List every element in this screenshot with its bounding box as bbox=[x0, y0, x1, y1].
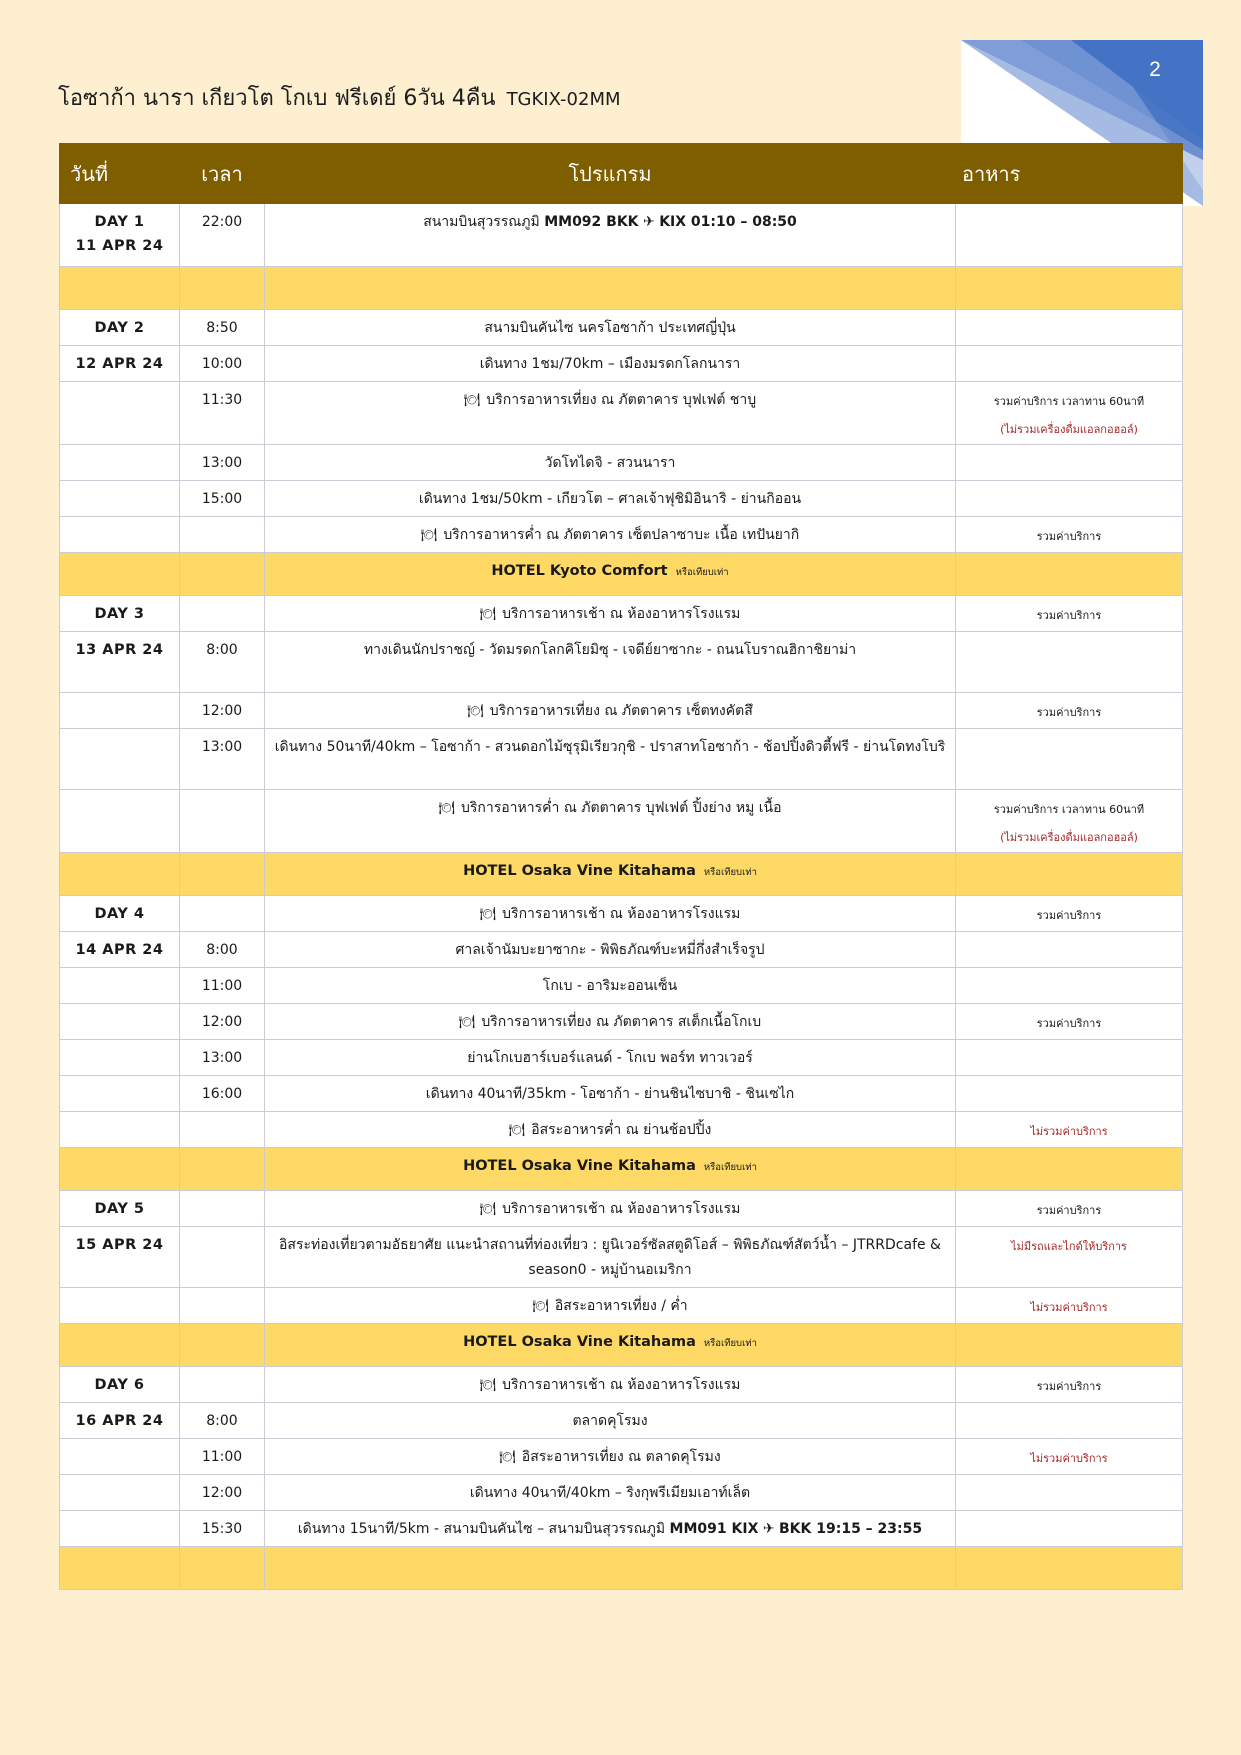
empty-cell bbox=[60, 1148, 180, 1191]
meal-cell bbox=[956, 346, 1183, 382]
empty-cell bbox=[956, 553, 1183, 596]
date-cell bbox=[60, 1475, 180, 1511]
date-label: 15 APR 24 bbox=[75, 1237, 164, 1253]
program-text: เดินทาง 1ชม/70km – เมืองมรดกโลกนารา bbox=[479, 356, 741, 372]
program-text: บริการอาหารเที่ยง ณ ภัตตาคาร เซ็ตทงคัตสึ bbox=[489, 703, 753, 719]
hotel-name: HOTEL Osaka Vine Kitahama bbox=[463, 863, 696, 879]
plane-icon: ✈ bbox=[762, 1521, 775, 1537]
meal-cell bbox=[956, 1475, 1183, 1511]
date-label: 13 APR 24 bbox=[75, 642, 164, 658]
empty-cell bbox=[956, 853, 1183, 896]
program-cell bbox=[265, 310, 956, 346]
program-cell bbox=[265, 517, 956, 553]
time-cell bbox=[180, 1439, 265, 1475]
table-row bbox=[60, 896, 1183, 932]
header-time: เวลา bbox=[180, 144, 265, 204]
empty-cell bbox=[956, 1148, 1183, 1191]
food-icon: 🍽 bbox=[499, 1450, 516, 1465]
time-label: 11:00 bbox=[201, 978, 243, 994]
meal-cell bbox=[956, 1191, 1183, 1227]
table-row bbox=[60, 1367, 1183, 1403]
table-row bbox=[60, 346, 1183, 382]
meal-cell bbox=[956, 1403, 1183, 1439]
date-label: 12 APR 24 bbox=[75, 356, 164, 372]
program-text: บริการอาหารเช้า ณ ห้องอาหารโรงแรม bbox=[502, 906, 741, 922]
table-row bbox=[60, 517, 1183, 553]
hotel-name: HOTEL Osaka Vine Kitahama bbox=[463, 1334, 696, 1350]
time-label: 13:00 bbox=[201, 455, 243, 471]
meal-cell bbox=[956, 445, 1183, 481]
meal-cell bbox=[956, 481, 1183, 517]
meal-cell bbox=[956, 1004, 1183, 1040]
table-row bbox=[60, 481, 1183, 517]
header-program: โปรแกรม bbox=[265, 144, 956, 204]
food-icon: 🍽 bbox=[479, 1202, 497, 1217]
empty-cell bbox=[60, 1324, 180, 1367]
date-cell bbox=[60, 1288, 180, 1324]
hotel-cell bbox=[265, 1148, 956, 1191]
program-text: อิสระอาหารเที่ยง ณ ตลาดคุโรมง bbox=[521, 1449, 721, 1465]
time-cell bbox=[180, 693, 265, 729]
time-cell bbox=[180, 1227, 265, 1288]
meal-note: รวมค่าบริการ bbox=[1036, 1017, 1102, 1030]
program-cell bbox=[265, 382, 956, 445]
empty-cell bbox=[180, 1547, 265, 1590]
program-cell bbox=[265, 445, 956, 481]
date-cell bbox=[60, 932, 180, 968]
meal-exclusion-note: ไม่รวมค่าบริการ bbox=[1030, 1452, 1108, 1465]
time-cell bbox=[180, 1511, 265, 1547]
meal-exclusion-note: (ไม่รวมเครื่องดื่มแอลกอฮอล์) bbox=[1000, 423, 1138, 436]
hotel-suffix: หรือเทียบเท่า bbox=[703, 1162, 757, 1173]
table-row bbox=[60, 1040, 1183, 1076]
food-icon: 🍽 bbox=[458, 1015, 476, 1030]
meal-cell bbox=[956, 310, 1183, 346]
food-icon: 🍽 bbox=[463, 393, 481, 408]
date-cell bbox=[60, 1191, 180, 1227]
page-title bbox=[58, 80, 621, 115]
flight-code: MM092 BKK bbox=[544, 214, 639, 230]
date-cell bbox=[60, 204, 180, 267]
table-row bbox=[60, 1112, 1183, 1148]
program-text: โกเบ - อาริมะออนเซ็น bbox=[542, 978, 678, 994]
empty-cell bbox=[956, 1324, 1183, 1367]
hotel-suffix: หรือเทียบเท่า bbox=[703, 1338, 757, 1349]
time-cell bbox=[180, 1288, 265, 1324]
empty-cell bbox=[956, 267, 1183, 310]
program-text: อิสระท่องเที่ยวตามอัธยาศัย แนะนำสถานที่ท่องเที่ยว : ยูนิเวอร์ซัลสตูดิโอส์ – พิพิธภัณฑ์สัตว์น้ำ – JTRRDcafe & season0 - หมู่บ้านอเมริกา bbox=[279, 1237, 941, 1278]
table-row bbox=[60, 790, 1183, 853]
food-icon: 🍽 bbox=[420, 528, 438, 543]
time-cell bbox=[180, 204, 265, 267]
page-number: 2 bbox=[1149, 58, 1161, 81]
date-cell bbox=[60, 790, 180, 853]
time-cell bbox=[180, 1040, 265, 1076]
program-text: เดินทาง 50นาที/40km – โอซาก้า - สวนดอกไม้ซุรุมิเรียวกุชิ - ปราสาทโอซาก้า - ช้อปปิ้งดิวตี้ฟรี - ย่านโดทงโบริ bbox=[274, 739, 946, 755]
empty-cell bbox=[60, 1547, 180, 1590]
time-label: 15:00 bbox=[201, 491, 243, 507]
header-date: วันที่ bbox=[60, 144, 180, 204]
empty-cell bbox=[180, 553, 265, 596]
table-row bbox=[60, 1227, 1183, 1288]
program-cell bbox=[265, 1439, 956, 1475]
date-cell bbox=[60, 693, 180, 729]
empty-cell bbox=[180, 1148, 265, 1191]
table-row bbox=[60, 729, 1183, 790]
time-cell bbox=[180, 968, 265, 1004]
empty-cell bbox=[60, 553, 180, 596]
day-label: DAY 1 bbox=[94, 214, 145, 230]
time-cell bbox=[180, 1403, 265, 1439]
time-cell bbox=[180, 346, 265, 382]
date-cell bbox=[60, 1403, 180, 1439]
meal-cell bbox=[956, 1367, 1183, 1403]
meal-cell bbox=[956, 596, 1183, 632]
time-cell bbox=[180, 896, 265, 932]
meal-note: รวมค่าบริการ bbox=[1036, 1380, 1102, 1393]
date-cell bbox=[60, 1040, 180, 1076]
hotel-suffix: หรือเทียบเท่า bbox=[703, 867, 757, 878]
time-cell bbox=[180, 596, 265, 632]
date-cell bbox=[60, 632, 180, 693]
program-text: บริการอาหารเที่ยง ณ ภัตตาคาร บุฟเฟต์ ชาบู bbox=[486, 392, 757, 408]
meal-exclusion-note: ไม่รวมค่าบริการ bbox=[1030, 1125, 1108, 1138]
hotel-name: HOTEL Kyoto Comfort bbox=[491, 563, 668, 579]
table-row bbox=[60, 596, 1183, 632]
meal-cell bbox=[956, 968, 1183, 1004]
program-cell bbox=[265, 1403, 956, 1439]
empty-cell bbox=[60, 267, 180, 310]
meal-exclusion-note: ไม่มีรถและไกด์ให้บริการ bbox=[1011, 1240, 1127, 1253]
date-cell bbox=[60, 310, 180, 346]
table-row bbox=[60, 1004, 1183, 1040]
program-cell bbox=[265, 790, 956, 853]
program-cell bbox=[265, 481, 956, 517]
meal-cell bbox=[956, 790, 1183, 853]
program-text: เดินทาง 40นาที/40km – ริงกุพรีเมียมเอาท์เล็ต bbox=[469, 1485, 751, 1501]
title-thai: โอซาก้า นารา เกียวโต โกเบ ฟรีเดย์ 6วัน 4คืน bbox=[58, 86, 496, 111]
date-cell bbox=[60, 968, 180, 1004]
day-label: DAY 4 bbox=[94, 906, 145, 922]
empty-cell bbox=[180, 267, 265, 310]
program-text: เดินทาง 40นาที/35km - โอซาก้า - ย่านชินไซบาชิ - ชินเซไก bbox=[425, 1086, 795, 1102]
separator-row bbox=[60, 267, 1183, 310]
meal-cell bbox=[956, 693, 1183, 729]
time-cell bbox=[180, 1191, 265, 1227]
time-label: 12:00 bbox=[201, 703, 243, 719]
hotel-row bbox=[60, 1324, 1183, 1367]
program-text: เดินทาง 1ชม/50km - เกียวโต – ศาลเจ้าฟุชิมิอินาริ - ย่านกิออน bbox=[418, 491, 802, 507]
hotel-row bbox=[60, 553, 1183, 596]
food-icon: 🍽 bbox=[438, 801, 455, 816]
flight-code: MM091 KIX bbox=[669, 1521, 759, 1537]
hotel-suffix: หรือเทียบเท่า bbox=[675, 567, 729, 578]
date-cell bbox=[60, 896, 180, 932]
time-label: 13:00 bbox=[201, 1050, 243, 1066]
table-row bbox=[60, 932, 1183, 968]
program-cell bbox=[265, 1004, 956, 1040]
program-cell bbox=[265, 1227, 956, 1288]
time-cell bbox=[180, 1076, 265, 1112]
program-text: ย่านโกเบฮาร์เบอร์แลนด์ - โกเบ พอร์ท ทาวเวอร์ bbox=[467, 1050, 753, 1066]
food-icon: 🍽 bbox=[532, 1299, 549, 1314]
program-cell bbox=[265, 896, 956, 932]
meal-cell bbox=[956, 382, 1183, 445]
program-text: อิสระอาหารเที่ยง / ค่ำ bbox=[554, 1298, 688, 1314]
day-label: DAY 5 bbox=[94, 1201, 145, 1217]
table-row bbox=[60, 632, 1183, 693]
empty-cell bbox=[60, 853, 180, 896]
time-cell bbox=[180, 932, 265, 968]
program-cell bbox=[265, 1191, 956, 1227]
hotel-cell bbox=[265, 1324, 956, 1367]
time-label: 8:00 bbox=[206, 942, 238, 958]
meal-note: รวมค่าบริการ bbox=[1036, 530, 1102, 543]
date-label: 14 APR 24 bbox=[75, 942, 164, 958]
meal-cell bbox=[956, 1288, 1183, 1324]
time-cell bbox=[180, 632, 265, 693]
tour-code: TGKIX-02MM bbox=[506, 89, 621, 110]
time-label: 12:00 bbox=[201, 1485, 243, 1501]
date-cell bbox=[60, 346, 180, 382]
empty-cell bbox=[956, 1547, 1183, 1590]
meal-cell bbox=[956, 896, 1183, 932]
meal-exclusion-note: (ไม่รวมเครื่องดื่มแอลกอฮอล์) bbox=[1000, 831, 1138, 844]
program-text: บริการอาหารค่ำ ณ ภัตตาคาร บุฟเฟต์ ปิ้งย่าง หมู เนื้อ bbox=[461, 800, 782, 816]
meal-cell bbox=[956, 1040, 1183, 1076]
time-cell bbox=[180, 445, 265, 481]
meal-note: รวมค่าบริการ bbox=[1036, 706, 1102, 719]
date-cell bbox=[60, 1511, 180, 1547]
table-row bbox=[60, 1288, 1183, 1324]
time-cell bbox=[180, 1112, 265, 1148]
program-text: วัดโทไดจิ - สวนนารา bbox=[544, 455, 676, 471]
date-cell bbox=[60, 1076, 180, 1112]
header-meal: อาหาร bbox=[956, 144, 1183, 204]
time-label: 22:00 bbox=[201, 214, 243, 230]
program-text: บริการอาหารเช้า ณ ห้องอาหารโรงแรม bbox=[502, 1201, 741, 1217]
time-label: 8:00 bbox=[206, 642, 238, 658]
program-cell bbox=[265, 1367, 956, 1403]
time-cell bbox=[180, 1004, 265, 1040]
date-cell bbox=[60, 445, 180, 481]
table-row bbox=[60, 445, 1183, 481]
program-text: ตลาดคุโรมง bbox=[572, 1413, 648, 1429]
meal-cell bbox=[956, 1227, 1183, 1288]
empty-cell bbox=[180, 1324, 265, 1367]
flight-route: KIX 01:10 – 08:50 bbox=[659, 214, 797, 230]
food-icon: 🍽 bbox=[479, 907, 497, 922]
meal-note: รวมค่าบริการ bbox=[1036, 1204, 1102, 1217]
program-text: เดินทาง 15นาที/5km - สนามบินคันไซ – สนามบินสุวรรณภูมิ bbox=[297, 1521, 666, 1537]
program-text: ทางเดินนักปราชญ์ - วัดมรดกโลกคิโยมิซุ - เจดีย์ยาซากะ - ถนนโบราณฮิกาชิยาม่า bbox=[363, 642, 857, 658]
meal-cell bbox=[956, 204, 1183, 267]
meal-cell bbox=[956, 1076, 1183, 1112]
empty-cell bbox=[265, 1547, 956, 1590]
plane-icon: ✈ bbox=[643, 214, 655, 230]
program-cell bbox=[265, 1112, 956, 1148]
program-cell bbox=[265, 596, 956, 632]
program-text: สนามบินสุวรรณภูมิ bbox=[423, 214, 540, 230]
food-icon: 🍽 bbox=[479, 1378, 497, 1393]
table-row bbox=[60, 204, 1183, 267]
meal-note: รวมค่าบริการ bbox=[1036, 609, 1102, 622]
date-cell bbox=[60, 596, 180, 632]
time-label: 15:30 bbox=[201, 1521, 243, 1537]
date-cell bbox=[60, 1004, 180, 1040]
food-icon: 🍽 bbox=[508, 1123, 526, 1138]
table-row bbox=[60, 693, 1183, 729]
separator-row bbox=[60, 1547, 1183, 1590]
table-row bbox=[60, 1511, 1183, 1547]
program-cell bbox=[265, 968, 956, 1004]
date-cell bbox=[60, 729, 180, 790]
program-cell bbox=[265, 1076, 956, 1112]
time-label: 12:00 bbox=[201, 1014, 243, 1030]
program-text: บริการอาหารเที่ยง ณ ภัตตาคาร สเต็กเนื้อโกเบ bbox=[481, 1014, 762, 1030]
empty-cell bbox=[180, 853, 265, 896]
meal-note: รวมค่าบริการ เวลาทาน 60นาที bbox=[993, 803, 1145, 816]
time-cell bbox=[180, 481, 265, 517]
table-row bbox=[60, 310, 1183, 346]
time-label: 11:00 bbox=[201, 1449, 243, 1465]
time-label: 13:00 bbox=[201, 739, 243, 755]
table-row bbox=[60, 1403, 1183, 1439]
food-icon: 🍽 bbox=[479, 607, 497, 622]
itinerary-table bbox=[59, 143, 1183, 1590]
table-row bbox=[60, 968, 1183, 1004]
program-cell bbox=[265, 1511, 956, 1547]
flight-route: BKK 19:15 – 23:55 bbox=[779, 1521, 923, 1537]
program-text: บริการอาหารเช้า ณ ห้องอาหารโรงแรม bbox=[502, 606, 741, 622]
program-cell bbox=[265, 693, 956, 729]
meal-cell bbox=[956, 517, 1183, 553]
program-text: สนามบินคันไซ นครโอซาก้า ประเทศญี่ปุ่น bbox=[484, 320, 736, 336]
program-text: ศาลเจ้านัมบะยาซากะ - พิพิธภัณฑ์บะหมี่กึ่งสำเร็จรูป bbox=[455, 942, 765, 958]
time-label: 8:50 bbox=[206, 320, 238, 336]
program-cell bbox=[265, 632, 956, 693]
program-cell bbox=[265, 729, 956, 790]
date-cell bbox=[60, 1227, 180, 1288]
hotel-name: HOTEL Osaka Vine Kitahama bbox=[463, 1158, 696, 1174]
meal-cell bbox=[956, 1511, 1183, 1547]
date-label: 11 APR 24 bbox=[75, 238, 164, 254]
time-label: 10:00 bbox=[201, 356, 243, 372]
food-icon: 🍽 bbox=[467, 704, 484, 719]
time-cell bbox=[180, 790, 265, 853]
day-label: DAY 6 bbox=[94, 1377, 145, 1393]
hotel-cell bbox=[265, 553, 956, 596]
meal-cell bbox=[956, 932, 1183, 968]
date-cell bbox=[60, 1439, 180, 1475]
itinerary-body bbox=[60, 204, 1183, 1590]
program-text: บริการอาหารเช้า ณ ห้องอาหารโรงแรม bbox=[502, 1377, 741, 1393]
time-label: 11:30 bbox=[201, 392, 243, 408]
program-cell bbox=[265, 1040, 956, 1076]
meal-exclusion-note: ไม่รวมค่าบริการ bbox=[1030, 1301, 1108, 1314]
table-row bbox=[60, 1191, 1183, 1227]
hotel-cell bbox=[265, 853, 956, 896]
meal-cell bbox=[956, 1439, 1183, 1475]
date-cell bbox=[60, 382, 180, 445]
time-cell bbox=[180, 729, 265, 790]
date-cell bbox=[60, 1367, 180, 1403]
date-cell bbox=[60, 517, 180, 553]
hotel-row bbox=[60, 1148, 1183, 1191]
time-cell bbox=[180, 517, 265, 553]
meal-cell bbox=[956, 1112, 1183, 1148]
program-text: อิสระอาหารค่ำ ณ ย่านช้อปปิ้ง bbox=[531, 1122, 712, 1138]
empty-cell bbox=[265, 267, 956, 310]
program-cell bbox=[265, 932, 956, 968]
time-label: 16:00 bbox=[201, 1086, 243, 1102]
meal-cell bbox=[956, 729, 1183, 790]
table-header-row bbox=[60, 144, 1183, 204]
date-label: 16 APR 24 bbox=[75, 1413, 164, 1429]
day-label: DAY 3 bbox=[94, 606, 145, 622]
time-cell bbox=[180, 1367, 265, 1403]
table-row bbox=[60, 1076, 1183, 1112]
program-cell bbox=[265, 1288, 956, 1324]
time-cell bbox=[180, 1475, 265, 1511]
time-label: 8:00 bbox=[206, 1413, 238, 1429]
program-text: บริการอาหารค่ำ ณ ภัตตาคาร เซ็ตปลาซาบะ เนื้อ เทปันยากิ bbox=[443, 527, 800, 543]
date-cell bbox=[60, 481, 180, 517]
program-cell bbox=[265, 1475, 956, 1511]
table-row bbox=[60, 1475, 1183, 1511]
program-cell bbox=[265, 346, 956, 382]
table-row bbox=[60, 1439, 1183, 1475]
meal-cell bbox=[956, 632, 1183, 693]
meal-note: รวมค่าบริการ bbox=[1036, 909, 1102, 922]
date-cell bbox=[60, 1112, 180, 1148]
hotel-row bbox=[60, 853, 1183, 896]
time-cell bbox=[180, 310, 265, 346]
meal-note: รวมค่าบริการ เวลาทาน 60นาที bbox=[993, 395, 1145, 408]
table-row bbox=[60, 382, 1183, 445]
time-cell bbox=[180, 382, 265, 445]
program-cell bbox=[265, 204, 956, 267]
day-label: DAY 2 bbox=[94, 320, 145, 336]
